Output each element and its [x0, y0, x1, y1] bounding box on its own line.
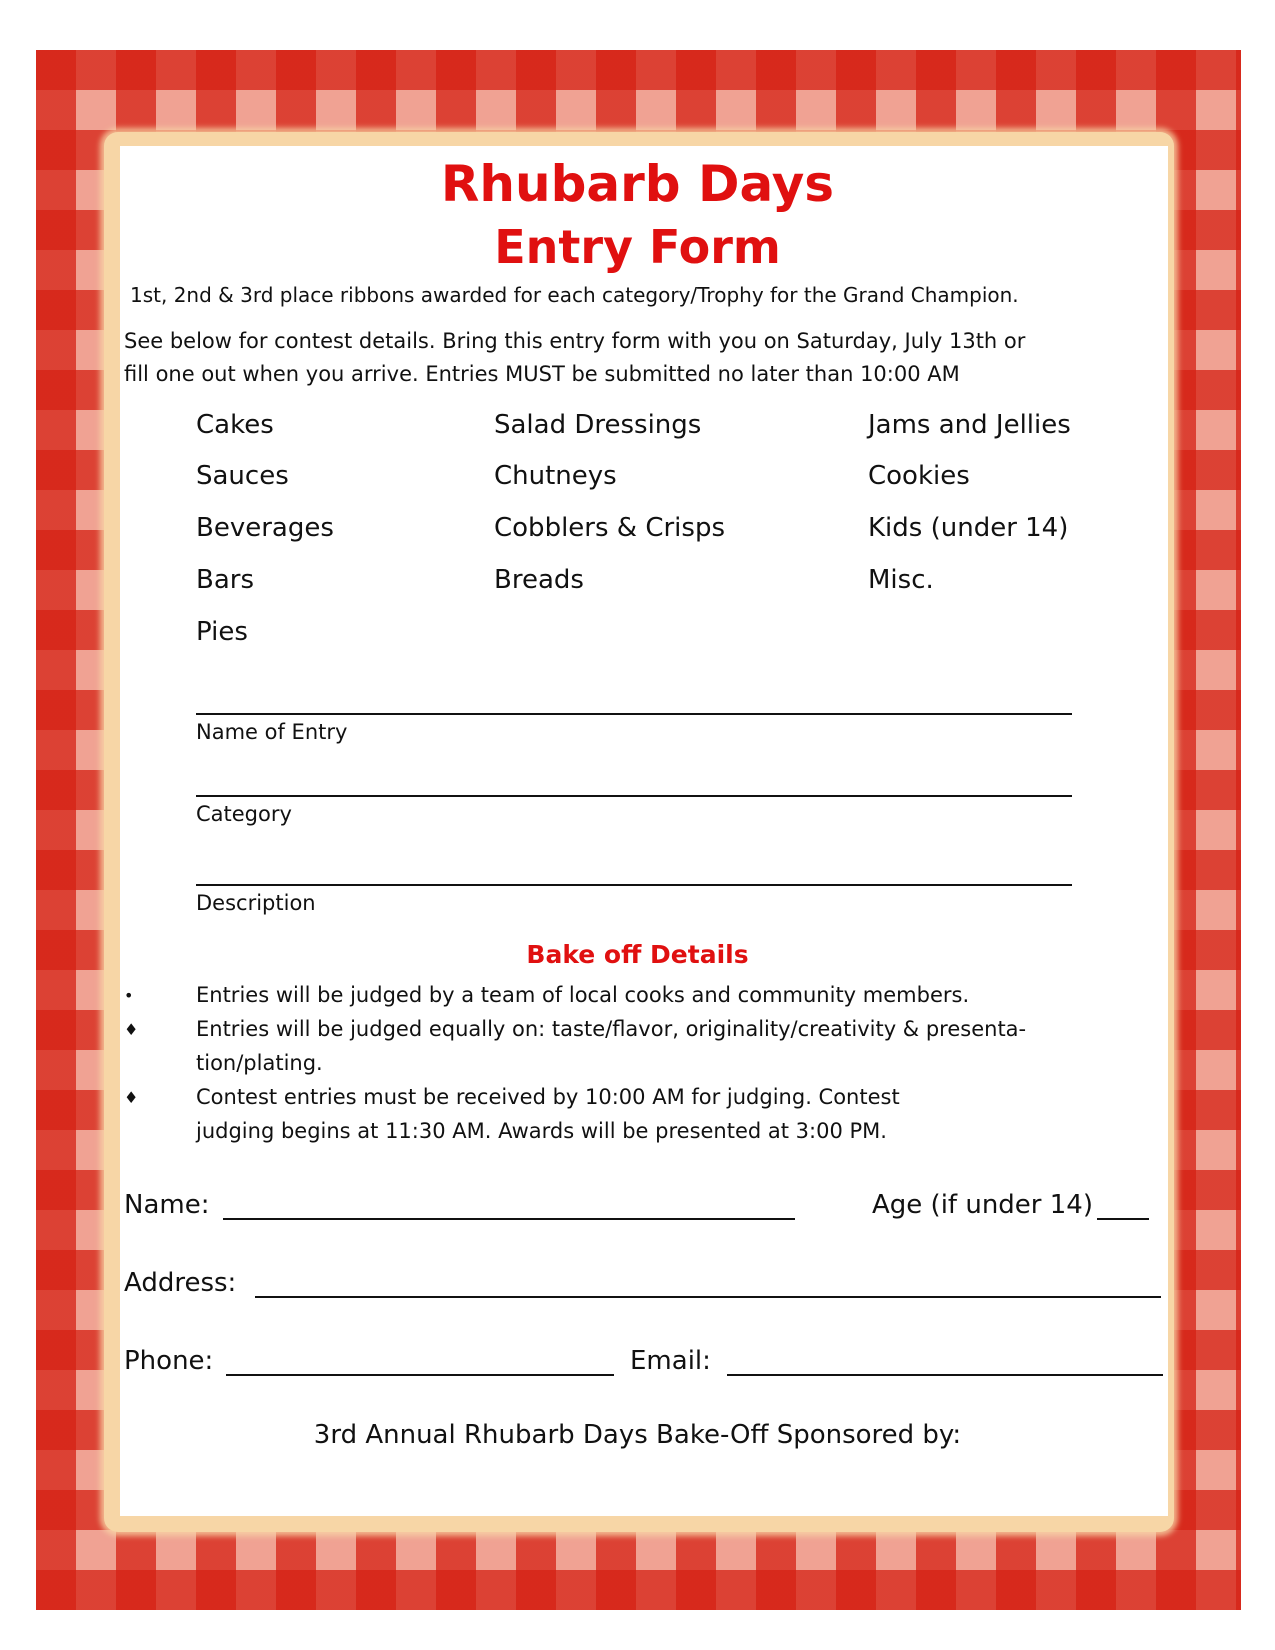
- category-item: Bars: [196, 565, 255, 595]
- page-title: Rhubarb Days: [440, 155, 835, 213]
- category-item: Beverages: [196, 513, 334, 543]
- name-field[interactable]: [223, 1218, 795, 1220]
- category-item: Cookies: [868, 461, 970, 491]
- category-label: Category: [196, 802, 292, 826]
- category-item: Misc.: [868, 565, 934, 595]
- age-field[interactable]: [1097, 1218, 1149, 1220]
- name-label: Name:: [124, 1190, 210, 1220]
- bullet-diamond-icon: ♦: [124, 1088, 139, 1107]
- category-item: Sauces: [196, 461, 289, 491]
- bake-off-details-heading: Bake off Details: [526, 940, 749, 969]
- phone-field[interactable]: [226, 1374, 614, 1376]
- intro-line-2: fill one out when you arrive. Entries MUST be submitted no later than 10:00 AM: [124, 362, 960, 386]
- category-item: Jams and Jellies: [868, 410, 1071, 440]
- address-label: Address:: [124, 1268, 237, 1298]
- category-item: Cakes: [196, 410, 274, 440]
- age-label: Age (if under 14): [872, 1190, 1093, 1220]
- detail-item: Entries will be judged by a team of local cooks and community members.: [196, 983, 970, 1007]
- page-subtitle: Entry Form: [494, 220, 781, 274]
- category-item: Salad Dressings: [494, 410, 702, 440]
- email-label: Email:: [630, 1346, 711, 1376]
- category-item: Pies: [196, 617, 248, 647]
- detail-item: Contest entries must be received by 10:00 AM for judging. Contest judging begins at 11:30 AM. Awards will be presented at 3:00 PM.: [196, 1085, 900, 1143]
- name-of-entry-label: Name of Entry: [196, 720, 348, 744]
- email-field[interactable]: [727, 1374, 1163, 1376]
- phone-label: Phone:: [124, 1346, 214, 1376]
- sponsor-footer: 3rd Annual Rhubarb Days Bake-Off Sponsored by:: [313, 1420, 962, 1450]
- intro-line-1: See below for contest details. Bring this entry form with you on Saturday, July 13th or: [124, 329, 1026, 353]
- category-line[interactable]: [196, 795, 1072, 797]
- description-label: Description: [196, 891, 316, 915]
- category-item: Cobblers & Crisps: [494, 513, 725, 543]
- detail-item: Entries will be judged equally on: taste/flavor, originality/creativity & presenta-tion/plating.: [196, 1017, 1027, 1075]
- bullet-dot-icon: •: [124, 986, 134, 1005]
- category-item: Kids (under 14): [868, 513, 1069, 543]
- bullet-diamond-icon: ♦: [124, 1020, 139, 1039]
- awards-note: 1st, 2nd & 3rd place ribbons awarded for each category/Trophy for the Grand Champion.: [130, 283, 1019, 307]
- name-of-entry-line[interactable]: [196, 713, 1072, 715]
- category-item: Chutneys: [494, 461, 617, 491]
- address-field[interactable]: [255, 1296, 1161, 1298]
- description-line[interactable]: [196, 884, 1072, 886]
- category-item: Breads: [494, 565, 584, 595]
